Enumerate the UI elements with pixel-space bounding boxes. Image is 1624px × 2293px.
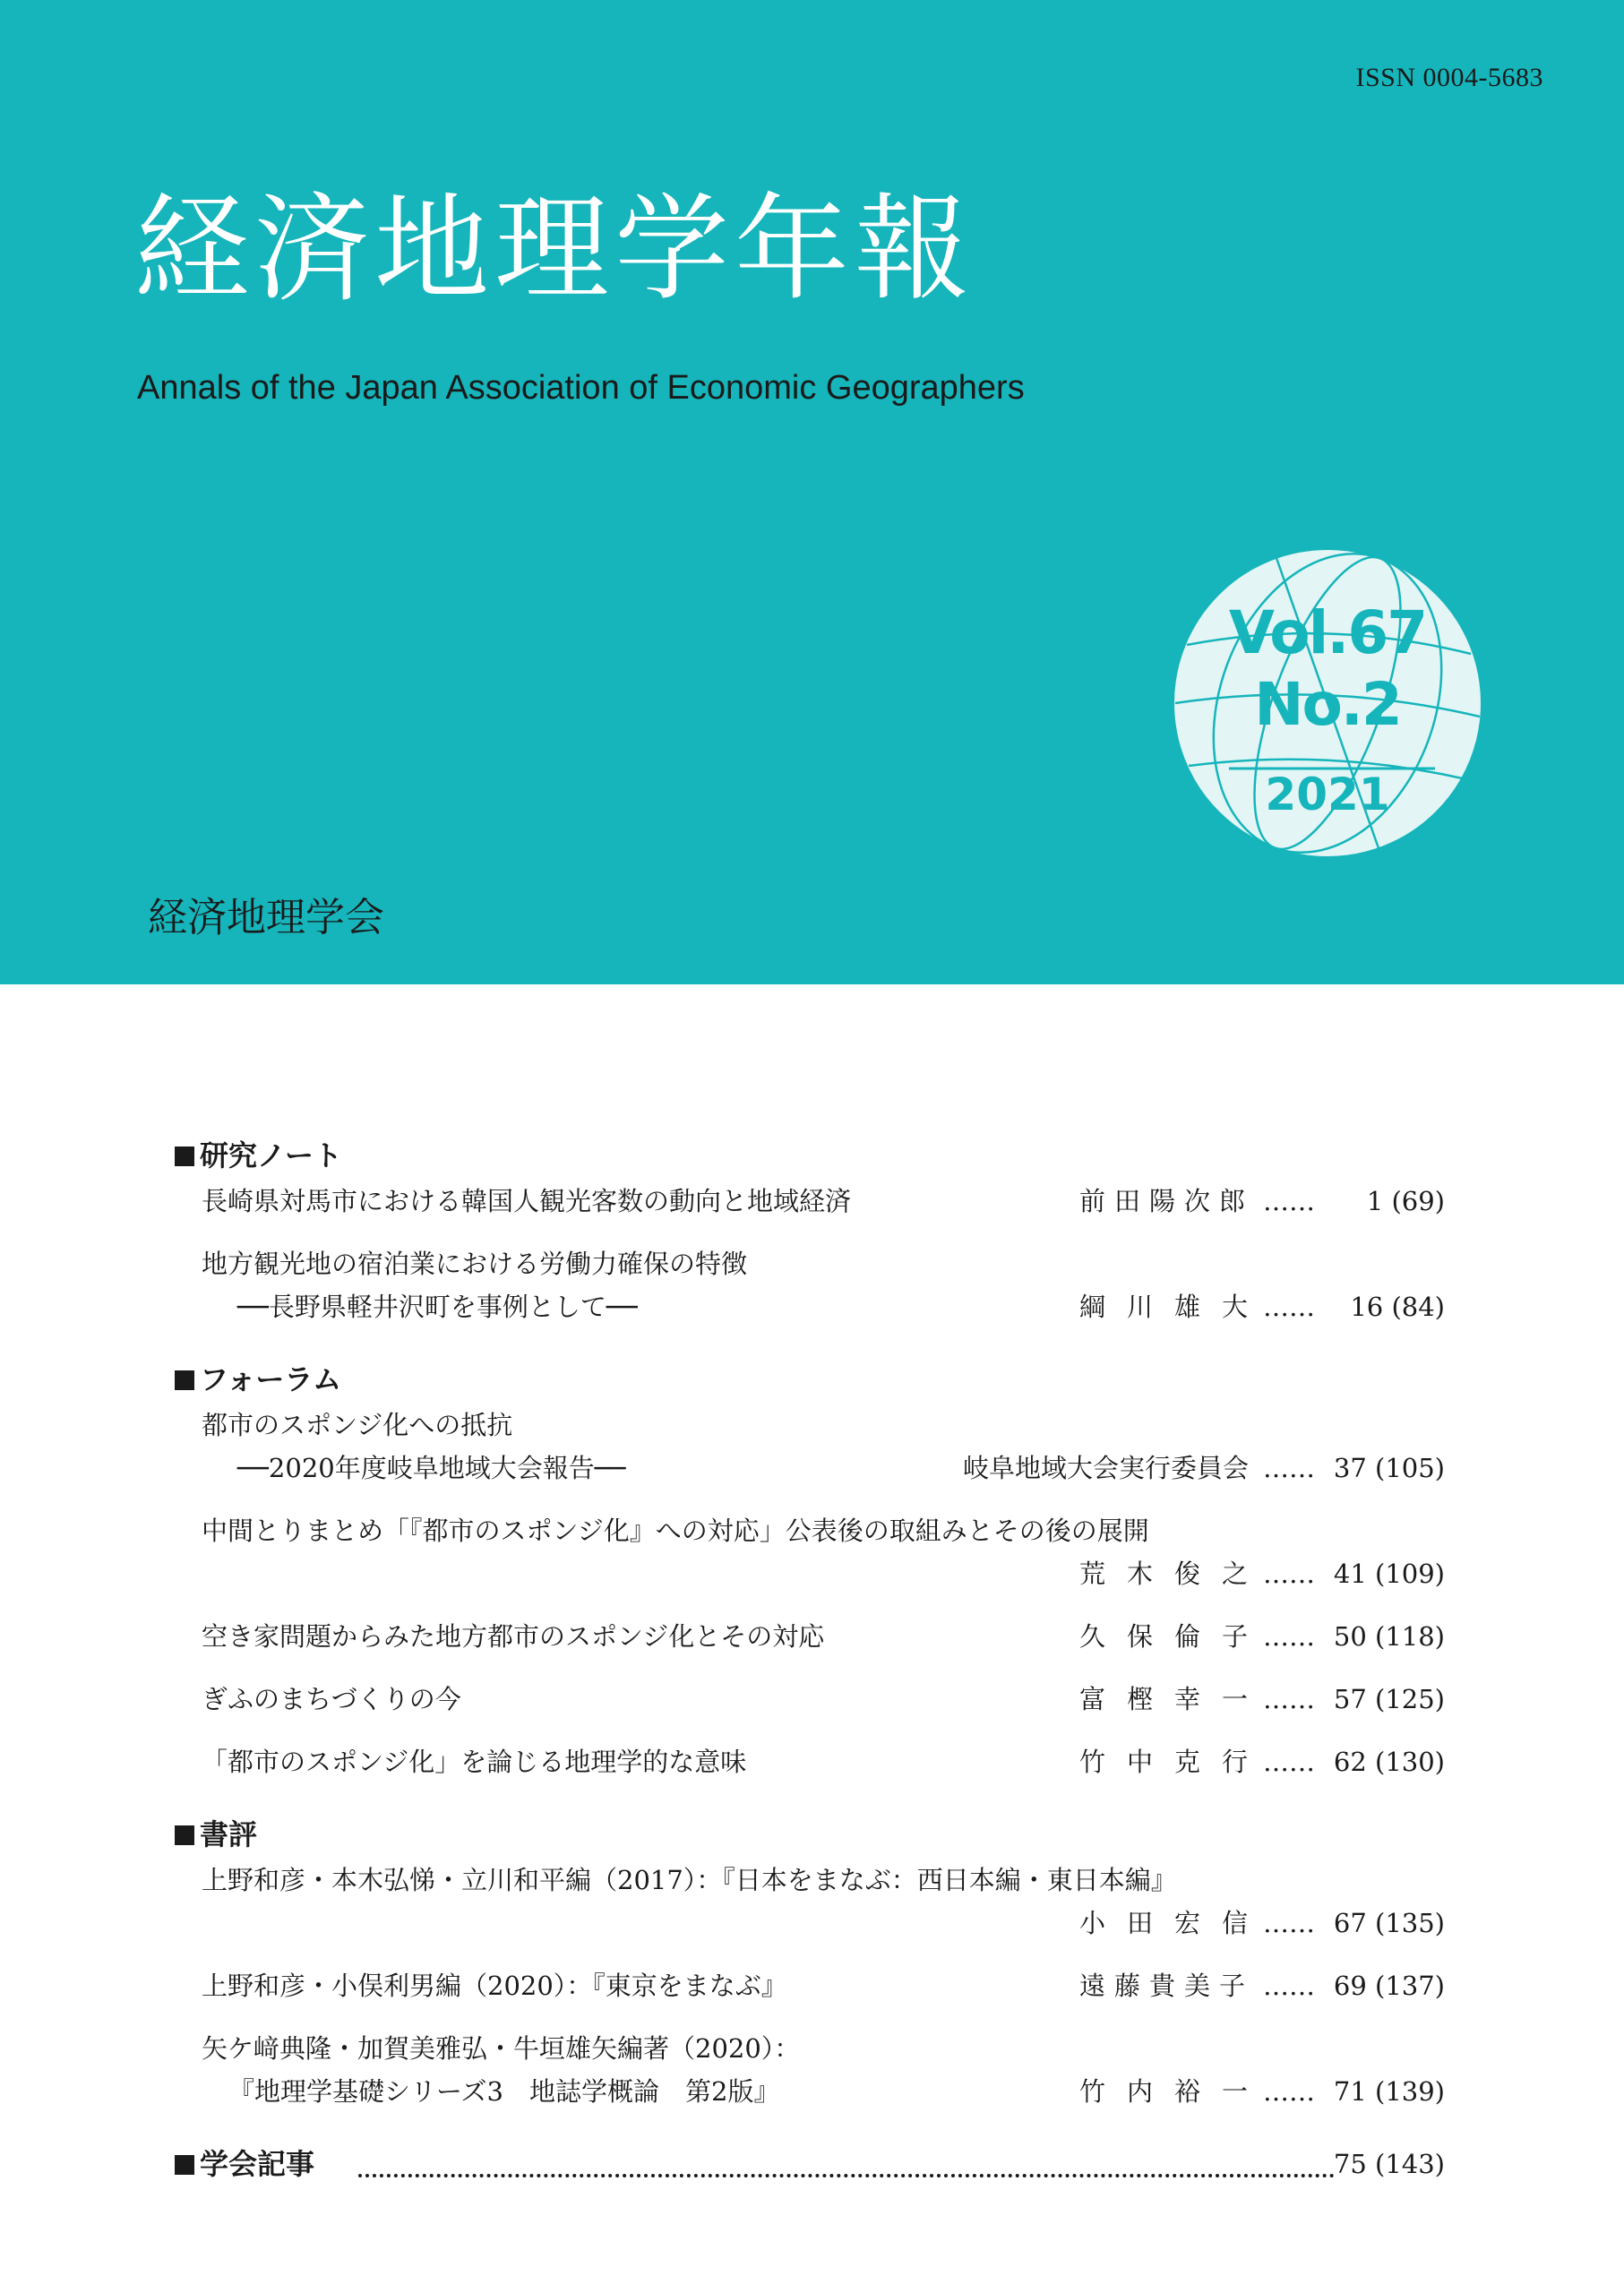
toc-entry[interactable] bbox=[175, 1509, 1445, 1595]
volume-number: Vol.67 bbox=[1228, 598, 1427, 667]
square-bullet-icon bbox=[175, 2155, 194, 2175]
toc-entry[interactable] bbox=[175, 1964, 1445, 2007]
entry-author: 岐阜地域大会実行委員会 bbox=[963, 1453, 1250, 1483]
entry-page: 1 (69) bbox=[1366, 1186, 1445, 1216]
square-bullet-icon bbox=[175, 1146, 194, 1166]
entry-author: 小田宏信 bbox=[1079, 1908, 1270, 1938]
entry-author: 荒木俊之 bbox=[1079, 1559, 1270, 1589]
section-label: 研究ノート bbox=[200, 1138, 343, 1172]
section-label: 書評 bbox=[200, 1817, 258, 1851]
entry-page: 57 (125) bbox=[1333, 1684, 1445, 1714]
entry-subtitle: 『地理学基礎シリーズ3 地誌学概論 第2版』 bbox=[228, 2076, 780, 2107]
section-heading bbox=[175, 1803, 1445, 1859]
toc-entry[interactable] bbox=[175, 1180, 1445, 1223]
leader-dots: …… bbox=[1263, 1292, 1315, 1322]
entry-subtitle: ──長野県軽井沢町を事例として── bbox=[237, 1292, 638, 1322]
entry-title: 地方観光地の宿泊業における労働力確保の特徴 bbox=[202, 1249, 748, 1279]
toc-entry[interactable] bbox=[175, 2027, 1445, 2113]
toc-entry[interactable] bbox=[175, 2133, 1445, 2195]
entry-title: 都市のスポンジ化への抵抗 bbox=[202, 1410, 513, 1440]
entry-title: ぎふのまちづくりの今 bbox=[202, 1684, 461, 1714]
entry-author: 富樫幸一 bbox=[1079, 1684, 1270, 1714]
entry-title: 上野和彦・本木弘悌・立川和平編（2017）：『日本をまなぶ：西日本編・東日本編』 bbox=[202, 1865, 1177, 1895]
square-bullet-icon bbox=[175, 1825, 194, 1845]
leader-dots: …… bbox=[1263, 2076, 1315, 2107]
toc-entry[interactable] bbox=[175, 1404, 1445, 1490]
entry-page: 67 (135) bbox=[1333, 1908, 1445, 1938]
leader-dots: …… bbox=[1263, 1186, 1315, 1216]
publisher-name: 経済地理学会 bbox=[148, 895, 384, 940]
toc-entry[interactable] bbox=[175, 1242, 1445, 1328]
leader-dots: …… bbox=[1263, 1908, 1315, 1938]
entry-title: 矢ケ﨑典隆・加賀美雅弘・牛垣雄矢編著（2020）： bbox=[202, 2033, 801, 2064]
issn: ISSN 0004-5683 bbox=[1355, 63, 1543, 92]
leader-dots: …… bbox=[1263, 1621, 1315, 1652]
leader-dots: …… bbox=[1263, 1684, 1315, 1714]
entry-author: 久保倫子 bbox=[1079, 1621, 1270, 1652]
entry-page: 71 (139) bbox=[1333, 2076, 1445, 2107]
entry-title: 「都市のスポンジ化」を論じる地理学的な意味 bbox=[202, 1747, 747, 1777]
toc-entry[interactable] bbox=[175, 1859, 1445, 1945]
entry-title: 中間とりまとめ「『都市のスポンジ化』への対応」公表後の取組みとその後の展開 bbox=[202, 1516, 1149, 1546]
entry-title: 上野和彦・小俣利男編（2020）：『東京をまなぶ』 bbox=[202, 1971, 787, 2001]
leader-dots: …… bbox=[1263, 1453, 1315, 1483]
section-heading bbox=[175, 1348, 1445, 1404]
cover-banner bbox=[0, 0, 1624, 984]
entry-page: 37 (105) bbox=[1333, 1453, 1445, 1483]
journal-title-en: Annals of the Japan Association of Economic Geographers bbox=[137, 369, 1025, 407]
entry-author: 竹内裕一 bbox=[1079, 2076, 1270, 2107]
section-label: 学会記事 bbox=[200, 2147, 315, 2181]
issue-number: No.2 bbox=[1254, 670, 1401, 739]
entry-page: 41 (109) bbox=[1333, 1559, 1445, 1589]
square-bullet-icon bbox=[175, 1370, 194, 1390]
entry-author: 遠藤貴美子 bbox=[1079, 1971, 1255, 2001]
entry-title: 空き家問題からみた地方都市のスポンジ化とその対応 bbox=[202, 1621, 825, 1652]
section-heading bbox=[175, 1124, 1445, 1180]
entry-page: 62 (130) bbox=[1333, 1747, 1445, 1777]
section-label: フォーラム bbox=[200, 1362, 342, 1396]
entry-author: 前田陽次郎 bbox=[1079, 1186, 1255, 1216]
entry-title: 長崎県対馬市における韓国人観光客数の動向と地域経済 bbox=[202, 1186, 852, 1216]
entry-author: 綱川雄大 bbox=[1079, 1292, 1270, 1322]
entry-subtitle: ──2020年度岐阜地域大会報告── bbox=[237, 1453, 626, 1483]
leader-dots: …… bbox=[1263, 1971, 1315, 2001]
journal-title-ja: 経済地理学年報 bbox=[134, 183, 975, 316]
entry-page: 16 (84) bbox=[1350, 1292, 1445, 1322]
entry-page: 69 (137) bbox=[1333, 1971, 1445, 2001]
leader-dots bbox=[358, 2174, 1335, 2177]
issue-year: 2021 bbox=[1265, 769, 1390, 820]
entry-author: 竹中克行 bbox=[1079, 1747, 1270, 1777]
table-of-contents bbox=[175, 1124, 1445, 2195]
toc-entry[interactable] bbox=[175, 1740, 1445, 1783]
entry-page: 75 (143) bbox=[1333, 2149, 1445, 2179]
toc-entry[interactable] bbox=[175, 1615, 1445, 1658]
leader-dots: …… bbox=[1263, 1747, 1315, 1777]
globe-emblem bbox=[1171, 546, 1484, 860]
entry-page: 50 (118) bbox=[1333, 1621, 1445, 1652]
leader-dots: …… bbox=[1263, 1559, 1315, 1589]
toc-entry[interactable] bbox=[175, 1678, 1445, 1721]
